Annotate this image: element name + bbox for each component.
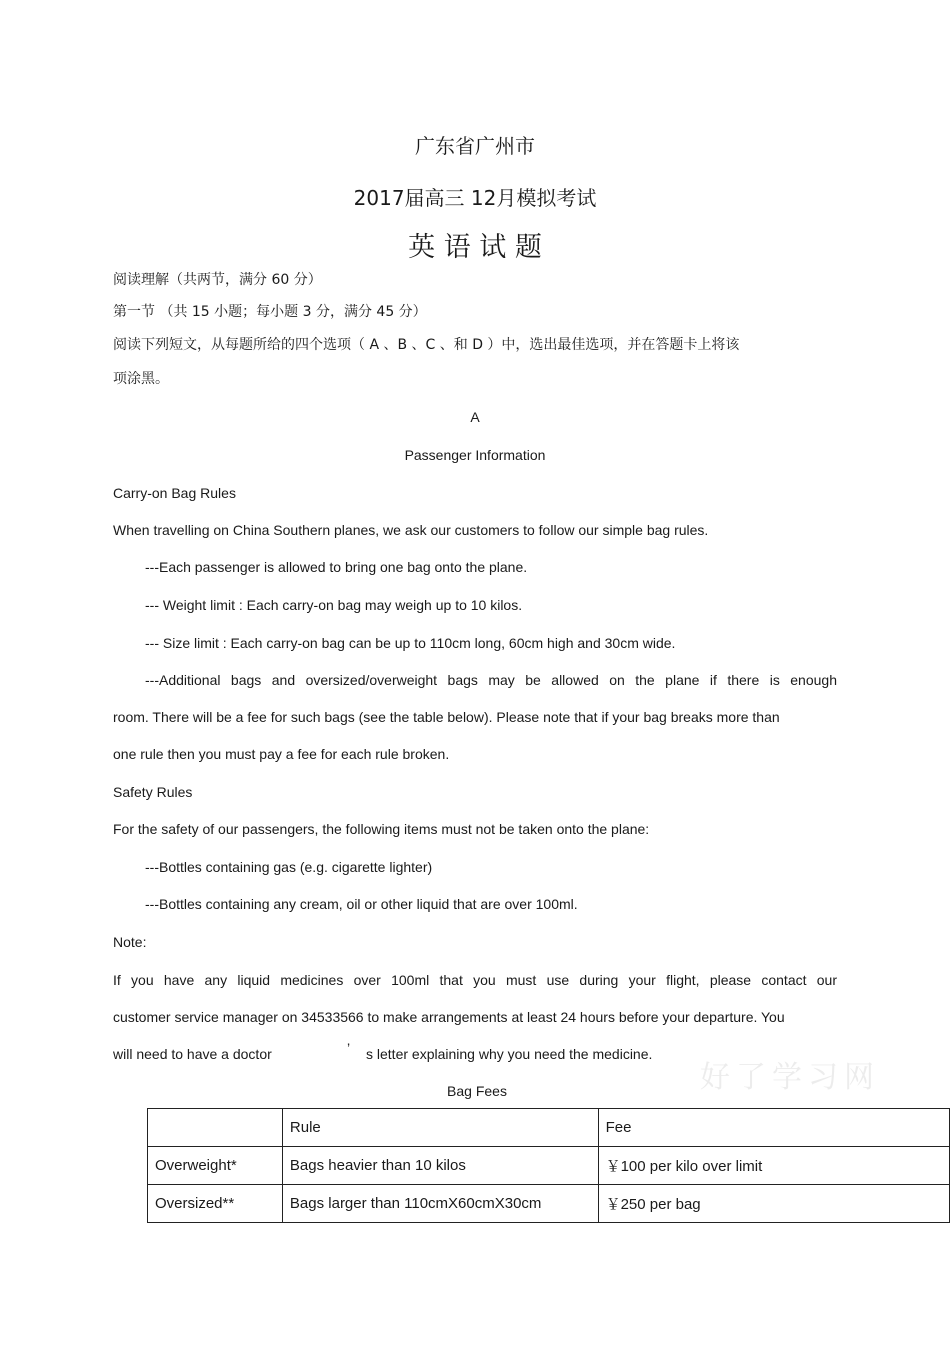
exam-region: 广东省广州市 <box>415 134 535 158</box>
rule-item: ---Each passenger is allowed to bring one bag onto the plane. <box>145 559 528 575</box>
safety-heading: Safety Rules <box>113 784 193 800</box>
safety-intro: For the safety of our passengers, the following items must not be taken onto the plane: <box>113 821 650 837</box>
table-cell: Bags larger than 110cmX60cmX30cm <box>282 1185 598 1223</box>
watermark: 好了学习网 <box>700 1061 880 1094</box>
exam-title: 2017届高三 12月模拟考试 <box>353 186 597 210</box>
rule-item: ---Additional bags and oversized/overweight bags may be allowed on the plane if there is enough <box>145 672 837 688</box>
directions-line-1: 阅读下列短文，从每题所给的四个选项（ A 、B 、C 、和 D ）中，选出最佳选项，并在答题卡上将该 <box>113 337 740 353</box>
table-header-row <box>148 1109 950 1147</box>
table-cell: Oversized** <box>148 1185 283 1223</box>
table-cell: ￥250 per bag <box>598 1185 949 1223</box>
passage-title: Passenger Information <box>404 447 546 463</box>
intro-text: When travelling on China Southern planes, we ask our customers to follow our simple bag rules. <box>113 522 709 538</box>
header-cell <box>148 1109 283 1147</box>
table-cell: ￥100 per kilo over limit <box>598 1147 949 1185</box>
note-text: s letter explaining why you need the medicine. <box>366 1046 653 1062</box>
table-caption: Bag Fees <box>447 1083 507 1099</box>
rule-continuation: one rule then you must pay a fee for each rule broken. <box>113 746 450 762</box>
note-text: will need to have a doctor <box>113 1046 272 1062</box>
header-cell: Rule <box>282 1109 598 1147</box>
note-apostrophe: ’ <box>347 1040 351 1056</box>
table-cell: Overweight* <box>148 1147 283 1185</box>
table-row <box>148 1147 950 1185</box>
table-cell: Bags heavier than 10 kilos <box>282 1147 598 1185</box>
bag-fees-table <box>147 1108 950 1223</box>
rule-continuation: room. There will be a fee for such bags (see the table below). Please note that if your bag breaks more than <box>113 709 780 725</box>
rule-item: --- Weight limit : Each carry-on bag may weigh up to 10 kilos. <box>145 597 523 613</box>
part-instruction: 阅读理解（共两节，满分 60 分） <box>113 272 322 288</box>
header-cell: Fee <box>598 1109 949 1147</box>
note-text: If you have any liquid medicines over 100ml that you must use during your flight, please contact our <box>113 972 837 988</box>
directions-line-2: 项涂黑。 <box>113 371 169 387</box>
note-heading: Note: <box>113 934 147 950</box>
safety-item: ---Bottles containing any cream, oil or other liquid that are over 100ml. <box>145 896 578 912</box>
passage-letter: A <box>470 409 480 425</box>
subject-title: 英 语 试 题 <box>408 232 542 263</box>
safety-item: ---Bottles containing gas (e.g. cigarette lighter) <box>145 859 433 875</box>
table-row <box>148 1185 950 1223</box>
section-instruction: 第一节 （共 15 小题；每小题 3 分，满分 45 分） <box>113 304 427 320</box>
carry-on-heading: Carry-on Bag Rules <box>113 485 236 501</box>
note-text: customer service manager on 34533566 to make arrangements at least 24 hours before your departure. You <box>113 1009 785 1025</box>
rule-item: --- Size limit : Each carry-on bag can be up to 110cm long, 60cm high and 30cm wide. <box>145 635 676 651</box>
